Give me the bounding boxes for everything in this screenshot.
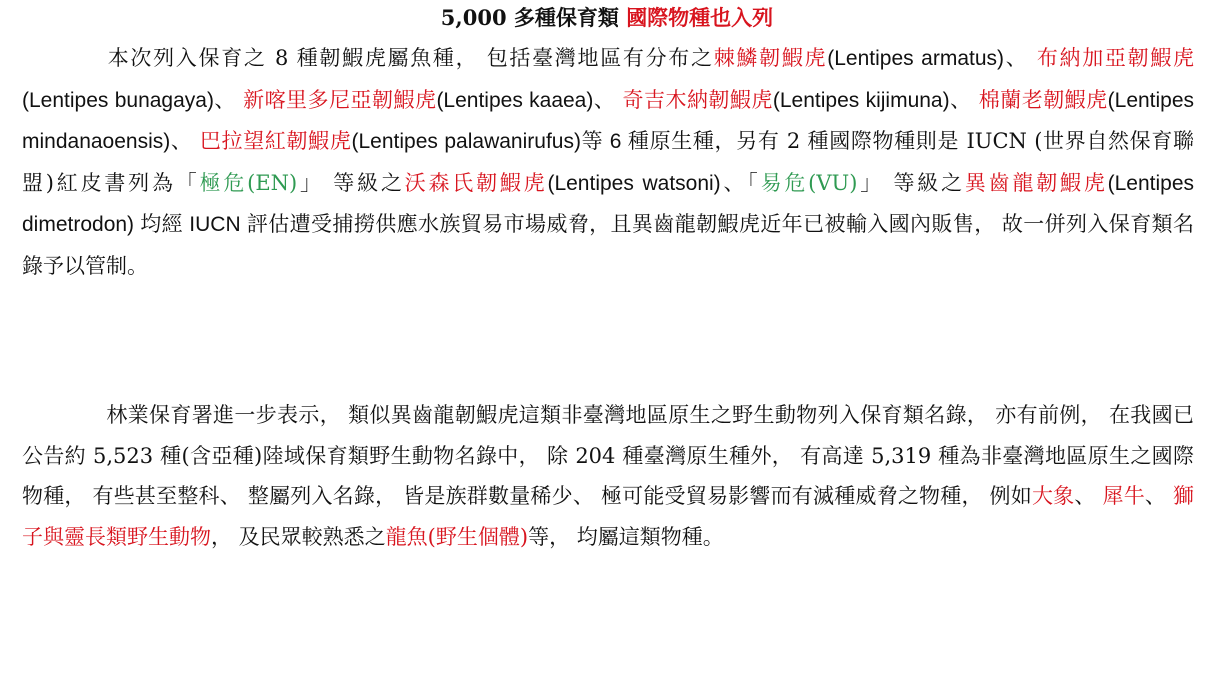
species-name-zh: 新喀里多尼亞韌鰕虎 bbox=[243, 87, 437, 112]
example-species: 獅子與靈長類野生動物 bbox=[22, 484, 1194, 549]
paragraph-2 bbox=[22, 395, 1194, 557]
example-species: 龍魚(野生個體) bbox=[385, 524, 529, 549]
separator: 、 bbox=[1144, 484, 1173, 508]
species-name-zh: 棉蘭老韌鰕虎 bbox=[978, 87, 1108, 112]
text-run: 」 等級之 bbox=[857, 170, 965, 195]
text-run: 另有 2 種國際物種則是 IUCN (世界自然保育聯盟)紅皮書列為「 bbox=[22, 129, 1194, 195]
status-label-en: 極危(EN) bbox=[199, 170, 298, 195]
species-name-latin: (Lentipes palawanirufus)等 6 種原生種， bbox=[351, 130, 737, 153]
species-name-latin: (Lentipes kijimuna)、 bbox=[772, 88, 972, 112]
status-label-vu: 易危(VU) bbox=[760, 170, 858, 195]
species-name-latin: (Lentipes bunagaya)、 bbox=[22, 88, 236, 112]
species-name-latin: (Lentipes kaaea)、 bbox=[436, 88, 616, 112]
species-name-zh: 沃森氏韌鰕虎 bbox=[404, 170, 548, 195]
title-highlight: 國際物種也入列 bbox=[626, 5, 774, 30]
title-text: 5,000 多種保育類 bbox=[440, 5, 619, 30]
species-name-zh: 異齒龍韌鰕虎 bbox=[964, 170, 1108, 195]
text-run: 等， 均屬這類物種。 bbox=[528, 524, 724, 549]
text-run: 本次列入保育之 8 種韌鰕虎屬魚種， 包括臺灣地區有分布之 bbox=[106, 46, 714, 70]
species-name-latin: (Lentipes watsoni)、「 bbox=[547, 171, 761, 195]
species-name-zh: 奇吉木納韌鰕虎 bbox=[622, 87, 773, 112]
text-run: ， 及民眾較熟悉之 bbox=[211, 524, 386, 549]
example-species: 犀牛 bbox=[1102, 484, 1145, 508]
species-name-latin: (Lentipes armatus)、 bbox=[827, 47, 1029, 70]
separator: 、 bbox=[1074, 484, 1103, 508]
species-name-zh: 棘鱗韌鰕虎 bbox=[713, 46, 828, 70]
species-name-latin: (Lentipes mindanaoensis)、 bbox=[22, 88, 1195, 153]
text-run: (Lentipes dimetrodon) 均經 IUCN 評估遭受捕撈供應水族貿易市場威脅，且異齒龍韌鰕虎近年已被輸入國內販售， 故一併列入保育類名錄予以管制。 bbox=[22, 171, 1195, 278]
species-name-zh: 布納加亞韌鰕虎 bbox=[1036, 46, 1195, 70]
example-species: 大象 bbox=[1031, 484, 1075, 508]
text-run: 林業保育署進一步表示， 類似異齒龍韌鰕虎這類非臺灣地區原生之野生動物列入保育類名錄， 亦有前例， 在我國已公告約 5,523 種(含亞種)陸域保育類野生動物名錄中， 除 204 種臺灣原生種外， 有高達 5,319 種為非臺灣地區原生之國際物種， 有些甚至整科、 整屬列入名錄， 皆是族群數量稀少、 極可能受貿易影響而有滅種威脅之物種， 例如 bbox=[22, 403, 1194, 508]
species-name-zh: 巴拉望紅韌鰕虎 bbox=[199, 129, 352, 153]
text-run: 」 等級之 bbox=[297, 170, 405, 195]
page-title bbox=[0, 2, 1214, 34]
paragraph-1 bbox=[22, 38, 1194, 287]
